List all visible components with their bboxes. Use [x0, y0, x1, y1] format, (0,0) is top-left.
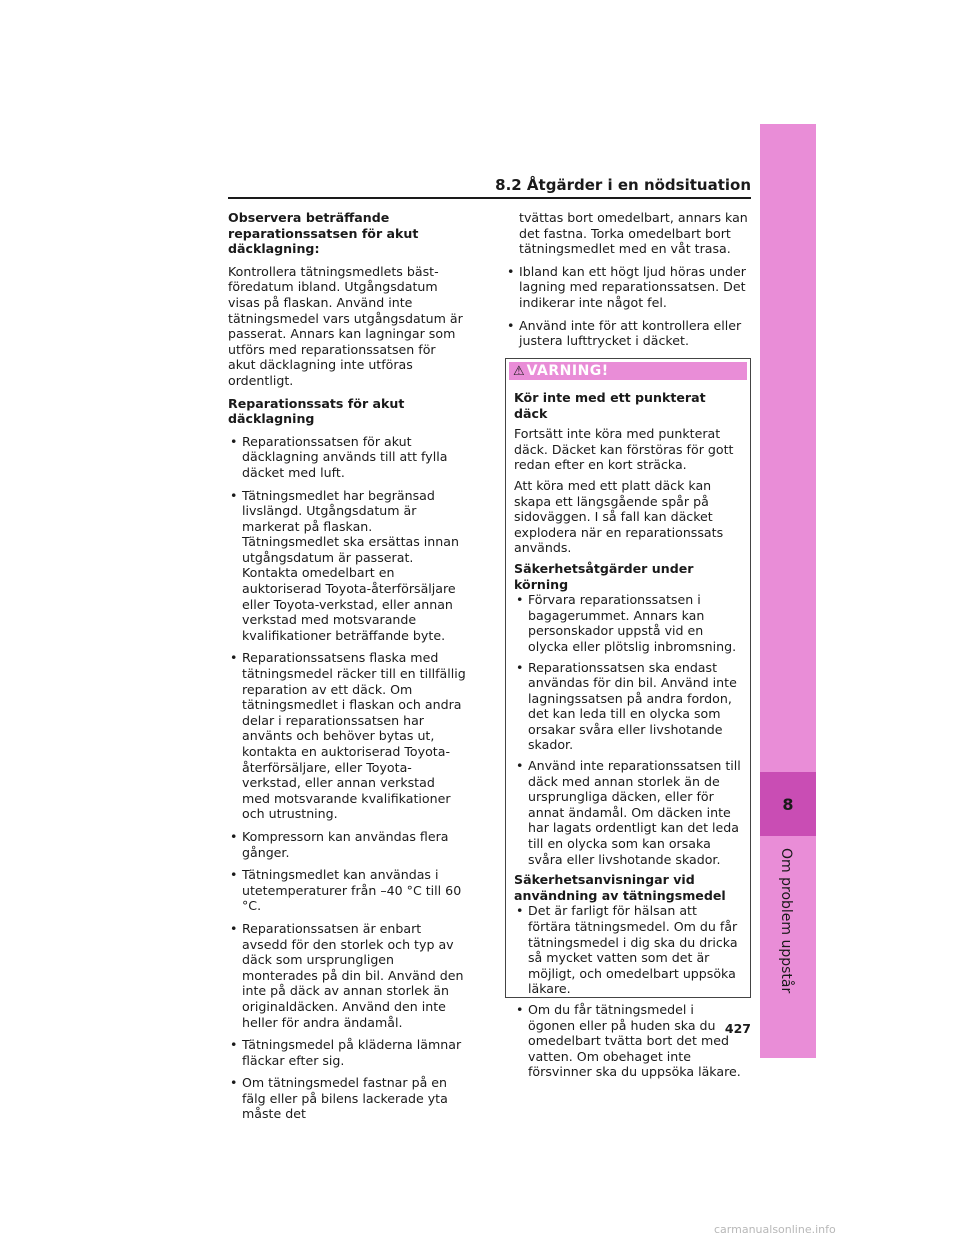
- chapter-number-tab[interactable]: 8: [760, 772, 816, 836]
- warning-subheading: Kör inte med ett punkterat däck: [514, 390, 706, 421]
- warning-triangle-icon: ⚠: [513, 363, 525, 379]
- list-item: • Använd inte för att kontrollera eller justera lufttrycket i däcket.: [505, 318, 751, 349]
- warning-paragraph: Att köra med ett platt däck kan skapa ett längsgående spår på sidoväggen. I så fall kan däcket explodera när en reparationssats används.: [514, 477, 724, 556]
- warning-section-heading: Säkerhetsåtgärder under körning: [514, 560, 694, 592]
- list-item: • Ibland kan ett högt ljud höras under lagning med reparationssatsen. Det indikerar inte något fel.: [505, 264, 751, 311]
- kit-heading: Reparationssats för akut däcklagning: [228, 395, 405, 427]
- list-item: • Om tätningsmedel fastnar på en fälg eller på bilens lackerade yta måste det: [228, 1075, 466, 1122]
- kit-bullet-list: [228, 434, 466, 1122]
- warning-body: [506, 380, 750, 1080]
- list-item: • Reparationssatsen för akut däcklagning används till att fylla däcket med luft.: [228, 434, 466, 481]
- list-item: • Kompressorn kan användas flera gånger.: [228, 829, 466, 860]
- watermark: carmanualsonline.info: [714, 1223, 836, 1236]
- notice-text: Kontrollera tätningsmedlets bäst-föredatum ibland. Utgångsdatum visas på flaskan. Använd inte tätningsmedel vars utgångsdatum är passerat. Annars kan lagningar som utförs med reparationssatsen för akut däcklagning inte utföras ordentligt.: [228, 263, 463, 388]
- warning-section-heading: Säkerhetsanvisningar vid användning av tätningsmedel: [514, 872, 726, 903]
- list-item: • Tätningsmedel på kläderna lämnar fläckar efter sig.: [228, 1037, 466, 1068]
- warning-paragraph: Fortsätt inte köra med punkterat däck. Däcket kan förstöras för gott redan efter en kort sträcka.: [514, 426, 734, 473]
- list-item: • Om du får tätningsmedel i ögonen eller på huden ska du omedelbart tvätta bort det med vatten. Om obehaget inte försvinner ska du uppsöka läkare.: [514, 1002, 742, 1080]
- list-item: • Tätningsmedlet kan användas i utetemperaturer från –40 °C till 60 °C.: [228, 867, 466, 914]
- right-bullet-list: [505, 264, 751, 349]
- section-header-title: 8.2 Åtgärder i en nödsituation: [495, 176, 751, 194]
- list-item: • Använd inte reparationssatsen till däck med annan storlek än de ursprungliga däcken, eller för annat ändamål. Om däcken inte har lagats ordentligt kan det leda till en olycka som kan orsaka svåra eller livshotande skador.: [514, 758, 742, 867]
- warning-bullet-list: [514, 903, 742, 1080]
- list-item: • Reparationssatsen ska endast användas för din bil. Använd inte lagningssatsen på andra fordon, det kan leda till en olycka som orsakar svåra eller livshotande skador.: [514, 660, 742, 754]
- left-column: [228, 210, 466, 1129]
- continued-text: tvättas bort omedelbart, annars kan det fastna. Torka omedelbart bort tätningsmedlet med en våt trasa.: [519, 210, 748, 257]
- chapter-label: Om problem uppstår: [778, 848, 794, 994]
- warning-bullet-list: [514, 592, 742, 867]
- list-item: • Reparationssatsen är enbart avsedd för den storlek och typ av däck som ursprungligen monterades på din bil. Använd den inte på däck av annan storlek än originaldäcken. Använd den inte heller för andra ändamål.: [228, 921, 466, 1030]
- list-item: • Förvara reparationssatsen i bagagerummet. Annars kan personskador uppstå vid en olycka eller plötslig inbromsning.: [514, 592, 742, 654]
- warning-title: VARNING!: [526, 363, 609, 379]
- header-divider: [228, 197, 751, 199]
- warning-header: [509, 362, 747, 380]
- page-number: 427: [724, 1021, 751, 1036]
- list-item: • Det är farligt för hälsan att förtära tätningsmedel. Om du får tätningsmedel i dig ska du dricka så mycket vatten som det är möjligt, och omedelbart uppsöka läkare.: [514, 903, 742, 997]
- list-item: • Tätningsmedlet har begränsad livslängd. Utgångsdatum är markerat på flaskan. Tätningsmedlet ska ersättas innan utgångsdatum är passerat. Kontakta omedelbart en auktoriserad Toyota-återförsäljare eller Toyota-verkstad, eller annan verkstad med motsvarande kvalifikationer beträffande byte.: [228, 488, 466, 644]
- notice-heading: Observera beträffande reparationssatsen för akut däcklagning:: [228, 210, 419, 257]
- list-item: • Reparationssatsens flaska med tätningsmedel räcker till en tillfällig reparation av ett däck. Om tätningsmedlet i flaskan och andra delar i reparationssatsen har använts och behöver bytas ut, kontakta en auktoriserad Toyota-återförsäljare, eller Toyota-verkstad, eller annan verkstad med motsvarande kvalifikationer och utrustning.: [228, 650, 466, 822]
- right-column: [505, 210, 751, 356]
